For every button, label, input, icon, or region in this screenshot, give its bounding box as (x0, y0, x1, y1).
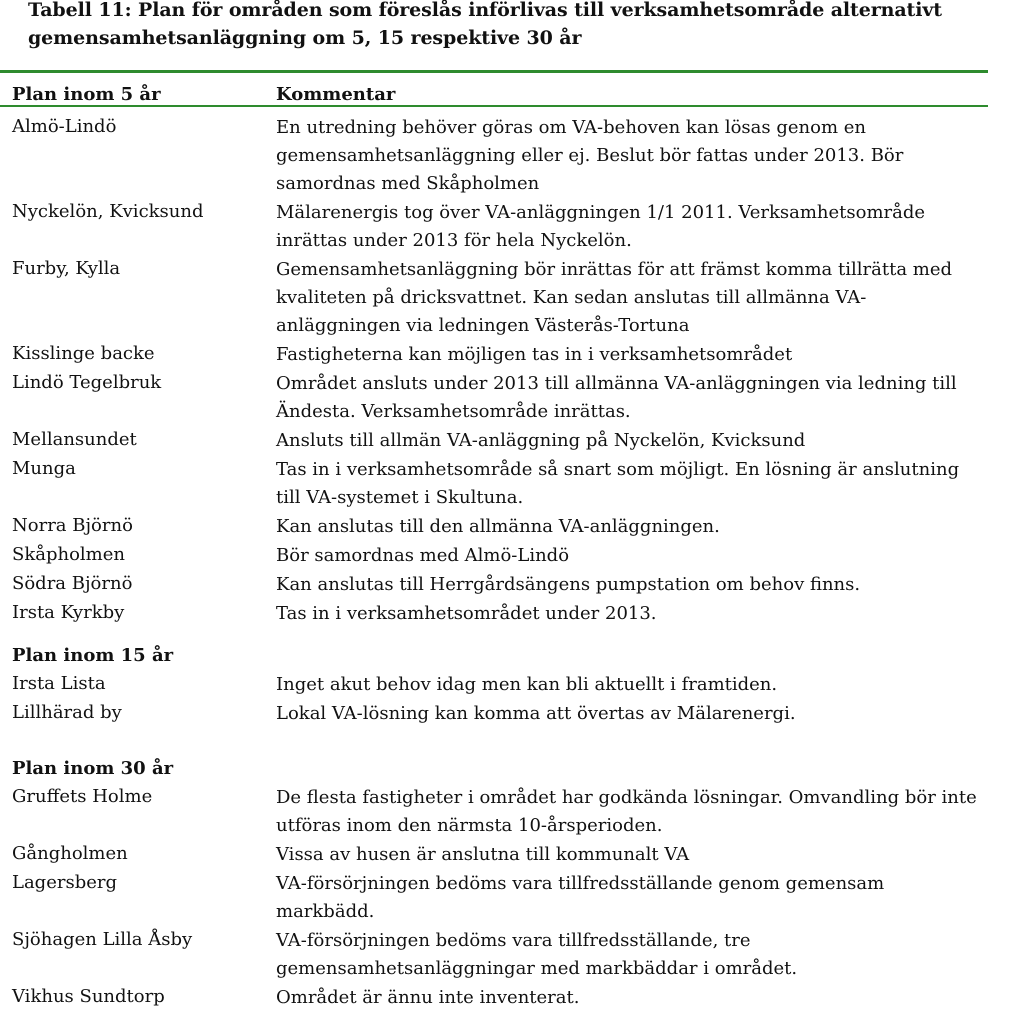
area-comment: Inget akut behov idag men kan bli aktuellt i framtiden. (276, 674, 778, 695)
area-name: Skåpholmen (12, 544, 125, 565)
area-name: Norra Björnö (12, 515, 133, 536)
area-name: Irsta Lista (12, 673, 106, 694)
area-name: Lagersberg (12, 872, 118, 893)
area-name: Gångholmen (12, 843, 128, 864)
area-name: Gruffets Holme (12, 786, 153, 807)
area-name: Lindö Tegelbruk (12, 372, 162, 393)
column-header-plan: Plan inom 5 år (12, 84, 161, 105)
area-comment: Vissa av husen är anslutna till kommunalt VA (276, 844, 690, 865)
area-name: Mellansundet (12, 429, 137, 450)
area-comment: VA-försörjningen bedöms vara tillfredsställande, tre gemensamhetsanläggningar med markbäddar i området. (276, 930, 798, 979)
area-comment: Lokal VA-lösning kan komma att övertas av Mälarenergi. (276, 703, 796, 724)
area-name: Irsta Kyrkby (12, 602, 125, 623)
area-comment: Mälarenergis tog över VA-anläggningen 1/1 2011. Verksamhetsområde inrättas under 2013 för hela Nyckelön. (276, 202, 926, 251)
area-comment: Ansluts till allmän VA-anläggning på Nyckelön, Kvicksund (276, 430, 806, 451)
area-name: Sjöhagen Lilla Åsby (12, 929, 193, 950)
area-comment: Kan anslutas till Herrgårdsängens pumpstation om behov finns. (276, 574, 861, 595)
area-comment: VA-försörjningen bedöms vara tillfredsställande genom gemensam markbädd. (276, 873, 885, 922)
table-title: Tabell 11: Plan för områden som föreslås införlivas till verksamhetsområde alternativt gemensamhetsanläggning om 5, 15 respektive 30 år (28, 0, 942, 49)
area-name: Nyckelön, Kvicksund (12, 201, 204, 222)
area-comment: Området är ännu inte inventerat. (276, 987, 580, 1008)
area-comment: Kan anslutas till den allmänna VA-anläggningen. (276, 516, 720, 537)
section-heading: Plan inom 15 år (12, 645, 174, 666)
area-name: Vikhus Sundtorp (12, 986, 165, 1007)
area-comment: Fastigheterna kan möjligen tas in i verksamhetsområdet (276, 344, 793, 365)
area-name: Furby, Kylla (12, 258, 121, 279)
area-comment: En utredning behöver göras om VA-behoven kan lösas genom en gemensamhetsanläggning eller ej. Beslut bör fattas under 2013. Bör samordnas med Skåpholmen (276, 117, 904, 194)
header-bottom-rule (0, 105, 988, 107)
area-comment: Bör samordnas med Almö-Lindö (276, 545, 570, 566)
area-comment: De flesta fastigheter i området har godkända lösningar. Omvandling bör inte utföras inom den närmsta 10-årsperioden. (276, 787, 977, 836)
area-name: Almö-Lindö (12, 116, 117, 137)
area-name: Lillhärad by (12, 702, 122, 723)
area-name: Munga (12, 458, 76, 479)
area-comment: Tas in i verksamhetsområdet under 2013. (276, 603, 657, 624)
area-name: Södra Björnö (12, 573, 133, 594)
area-comment: Området ansluts under 2013 till allmänna VA-anläggningen via ledning till Ändesta. Verksamhetsområde inrättas. (276, 373, 957, 422)
header-top-rule (0, 70, 988, 73)
area-comment: Tas in i verksamhetsområde så snart som möjligt. En lösning är anslutning till VA-systemet i Skultuna. (276, 459, 960, 508)
column-header-kommentar: Kommentar (276, 84, 396, 105)
area-name: Kisslinge backe (12, 343, 155, 364)
section-heading: Plan inom 30 år (12, 758, 174, 779)
area-comment: Gemensamhetsanläggning bör inrättas för att främst komma tillrätta med kvaliteten på dricksvattnet. Kan sedan anslutas till allmänna VA- anläggningen via ledningen Västerås-Tortuna (276, 259, 953, 336)
